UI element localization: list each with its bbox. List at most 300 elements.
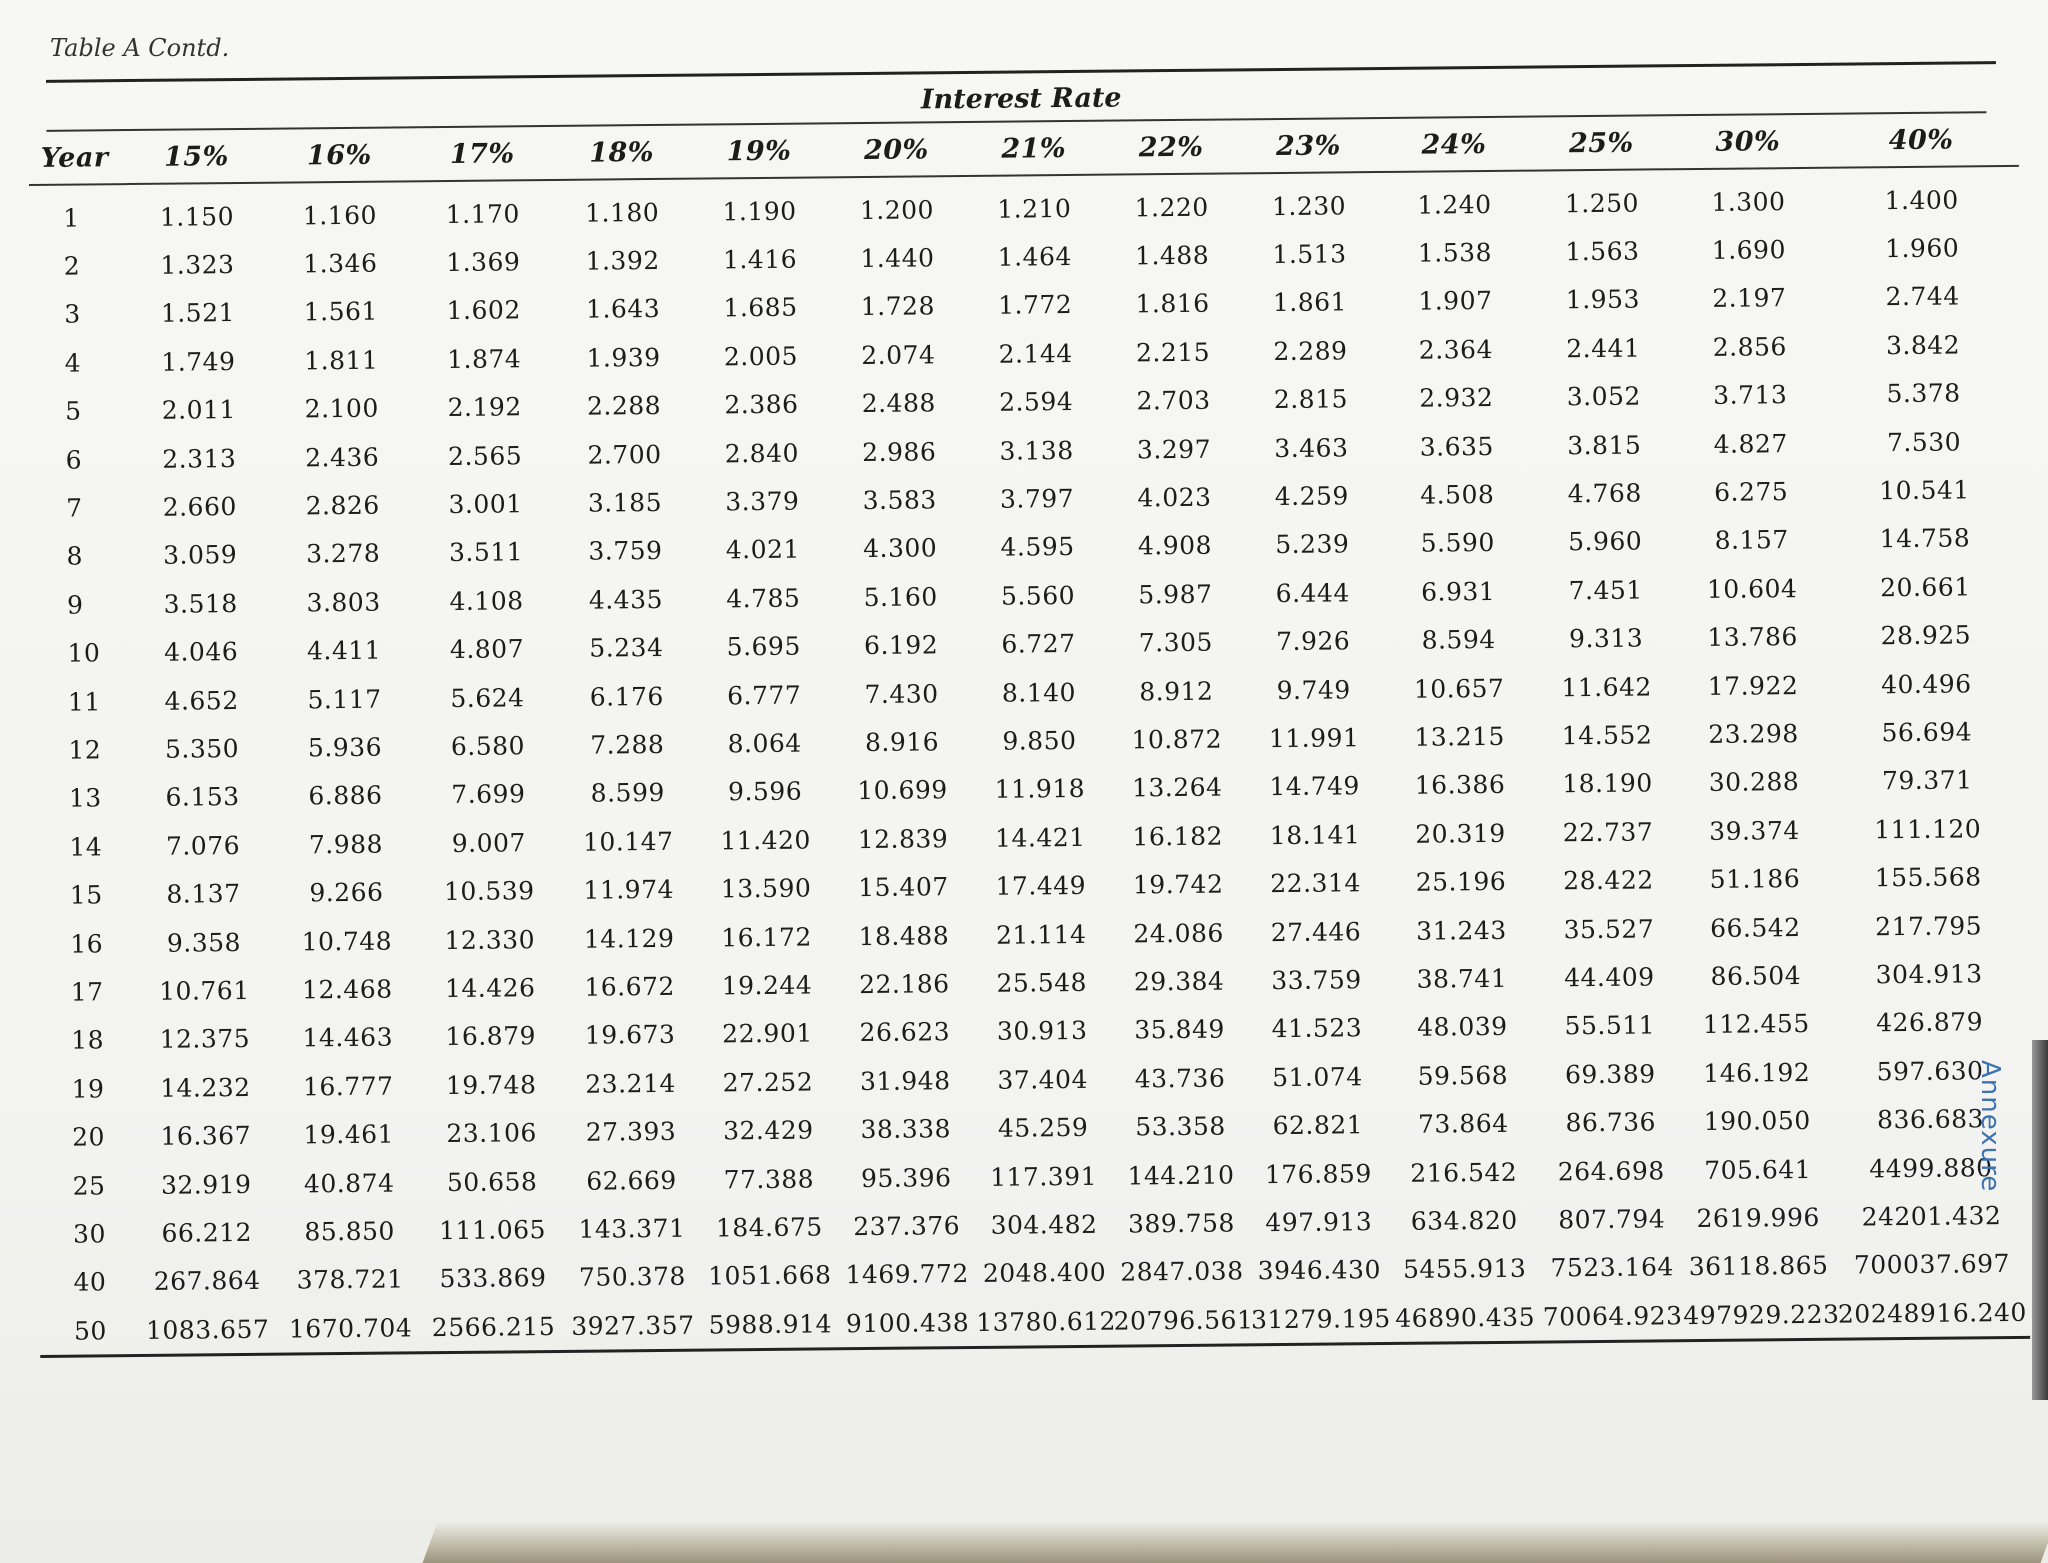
value-cell: 12.839	[857, 823, 949, 854]
value-cell: 86.504	[1710, 960, 1802, 991]
value-cell: 1.369	[446, 247, 521, 278]
value-cell: 22.314	[1270, 868, 1361, 899]
value-cell: 7.076	[165, 830, 241, 861]
value-cell: 40.874	[303, 1168, 395, 1198]
value-cell: 3946.430	[1257, 1255, 1382, 1286]
value-cell: 24201.432	[1861, 1201, 2002, 1232]
value-cell: 53.358	[1135, 1111, 1226, 1142]
value-cell: 26.623	[859, 1017, 951, 1048]
value-cell: 19.461	[303, 1119, 395, 1150]
value-cell: 2.288	[586, 391, 662, 421]
value-cell: 1.160	[302, 200, 378, 231]
value-cell: 497929.223	[1683, 1299, 1840, 1330]
annexure-side-label: Annexure	[1975, 1060, 2005, 1193]
value-cell: 6.192	[863, 630, 939, 661]
value-cell: 2.289	[1273, 336, 1348, 366]
rate-column-header: 24%	[1421, 128, 1487, 161]
value-cell: 2566.215	[431, 1311, 556, 1342]
rate-column-header: 19%	[726, 135, 792, 167]
value-cell: 267.864	[153, 1266, 261, 1297]
value-cell: 51.074	[1272, 1061, 1363, 1092]
value-cell: 6.176	[589, 681, 665, 712]
year-cell: 8	[66, 541, 84, 572]
value-cell: 15.407	[858, 872, 949, 903]
value-cell: 597.630	[1876, 1055, 1984, 1087]
value-cell: 16.879	[445, 1021, 537, 1052]
value-cell: 9100.438	[845, 1307, 970, 1338]
value-cell: 30.913	[996, 1016, 1088, 1047]
value-cell: 4.908	[1137, 531, 1213, 561]
value-cell: 51.186	[1709, 864, 1801, 895]
book-page-edge	[2032, 1040, 2048, 1400]
value-cell: 4499.880	[1869, 1152, 1993, 1183]
value-cell: 1.690	[1711, 235, 1787, 265]
rate-column-header: 15%	[163, 140, 229, 173]
year-column-header: Year	[40, 141, 109, 174]
value-cell: 304.482	[990, 1209, 1098, 1240]
rate-column-header: 25%	[1568, 127, 1634, 159]
value-cell: 4.807	[449, 634, 525, 665]
value-cell: 43.736	[1134, 1063, 1226, 1094]
value-cell: 3.842	[1885, 330, 1961, 361]
value-cell: 20248916.240	[1837, 1297, 2027, 1329]
value-cell: 117.391	[990, 1161, 1098, 1192]
value-cell: 62.821	[1272, 1110, 1364, 1141]
value-cell: 17.922	[1707, 670, 1799, 701]
value-cell: 705.641	[1704, 1154, 1812, 1185]
value-cell: 23.298	[1708, 719, 1799, 749]
rate-column-header: 21%	[1001, 132, 1067, 165]
value-cell: 66.212	[161, 1217, 253, 1248]
year-cell: 13	[68, 783, 102, 814]
value-cell: 20796.561	[1113, 1304, 1254, 1336]
value-cell: 85.850	[304, 1216, 396, 1247]
value-cell: 1.602	[446, 295, 521, 326]
value-cell: 1.170	[445, 198, 520, 229]
value-cell: 9.850	[1002, 725, 1077, 756]
value-cell: 5.350	[164, 733, 240, 764]
value-cell: 4.595	[1000, 532, 1075, 563]
value-cell: 2.074	[861, 340, 936, 370]
value-cell: 16.172	[721, 922, 812, 952]
year-cell: 20	[72, 1122, 106, 1152]
value-cell: 7.430	[864, 678, 939, 709]
value-cell: 12.468	[301, 974, 393, 1005]
value-cell: 1.685	[723, 293, 798, 323]
value-cell: 8.594	[1421, 625, 1496, 655]
value-cell: 112.455	[1702, 1009, 1810, 1040]
value-cell: 216.542	[1410, 1157, 1518, 1188]
value-cell: 14.749	[1269, 771, 1360, 802]
year-cell: 19	[71, 1074, 105, 1104]
value-cell: 3.379	[725, 486, 800, 517]
value-cell: 1.960	[1884, 233, 1960, 264]
value-cell: 1.939	[586, 342, 661, 373]
value-cell: 2847.038	[1120, 1256, 1244, 1287]
value-cell: 1.488	[1134, 240, 1210, 271]
value-cell: 7.451	[1568, 575, 1643, 606]
value-cell: 14.552	[1561, 720, 1653, 751]
value-cell: 2.932	[1419, 383, 1494, 413]
value-cell: 497.913	[1265, 1207, 1373, 1238]
value-cell: 7.288	[590, 729, 665, 760]
value-cell: 19.742	[1132, 869, 1224, 900]
value-cell: 1.250	[1564, 188, 1640, 218]
year-cell: 5	[65, 396, 82, 426]
year-cell: 7	[65, 493, 83, 523]
year-cell: 11	[67, 686, 101, 717]
value-cell: 70064.923	[1542, 1300, 1683, 1332]
year-cell: 6	[65, 445, 83, 475]
value-cell: 2.011	[161, 395, 237, 425]
value-cell: 146.192	[1703, 1057, 1811, 1088]
value-cell: 2.144	[998, 338, 1073, 369]
value-cell: 19.748	[445, 1069, 537, 1100]
interest-rate-heading: Interest Rate	[920, 82, 1122, 116]
value-cell: 3.059	[163, 540, 238, 571]
year-cell: 14	[69, 832, 103, 862]
value-cell: 8.916	[864, 727, 940, 757]
value-cell: 1.907	[1418, 286, 1493, 317]
value-cell: 14.232	[159, 1072, 251, 1103]
value-cell: 2.364	[1418, 334, 1494, 365]
value-cell: 3.185	[587, 487, 663, 518]
value-cell: 2.436	[305, 442, 380, 472]
value-cell: 2.313	[162, 443, 237, 474]
value-cell: 1.180	[585, 197, 660, 228]
value-cell: 3.583	[862, 485, 937, 516]
value-cell: 35.527	[1563, 913, 1655, 944]
value-cell: 14.421	[994, 822, 1086, 853]
value-cell: 1.240	[1417, 189, 1492, 220]
value-cell: 750.378	[578, 1262, 686, 1293]
value-cell: 7.305	[1138, 627, 1214, 658]
value-cell: 19.673	[584, 1020, 676, 1051]
value-cell: 5.987	[1138, 579, 1213, 610]
value-cell: 17.449	[995, 871, 1087, 901]
value-cell: 3927.357	[571, 1310, 695, 1341]
value-cell: 1.392	[585, 246, 660, 276]
value-cell: 73.864	[1417, 1108, 1509, 1139]
value-cell: 10.699	[857, 775, 948, 806]
value-cell: 4.768	[1567, 478, 1642, 509]
value-cell: 10.872	[1131, 724, 1223, 755]
value-cell: 4.108	[449, 586, 524, 616]
value-cell: 39.374	[1709, 815, 1800, 846]
value-cell: 6.886	[308, 781, 383, 811]
value-cell: 16.777	[302, 1071, 394, 1102]
value-cell: 634.820	[1410, 1205, 1518, 1236]
value-cell: 22.901	[722, 1018, 813, 1049]
value-cell: 4.046	[163, 637, 239, 667]
value-cell: 10.604	[1706, 573, 1798, 604]
value-cell: 4.021	[725, 535, 800, 565]
value-cell: 5.378	[1886, 378, 1961, 409]
value-cell: 143.371	[578, 1213, 686, 1244]
value-cell: 6.777	[727, 680, 802, 710]
value-cell: 13.215	[1414, 721, 1505, 752]
value-cell: 10.748	[301, 926, 393, 956]
value-cell: 1.190	[722, 196, 797, 227]
value-cell: 2.100	[304, 393, 379, 424]
value-cell: 46890.435	[1395, 1302, 1536, 1333]
value-cell: 4.435	[588, 584, 664, 615]
value-cell: 2.594	[998, 387, 1074, 417]
value-cell: 1.200	[859, 194, 935, 225]
value-cell: 9.007	[451, 828, 527, 858]
value-cell: 9.358	[166, 927, 242, 958]
value-cell: 14.426	[444, 973, 536, 1003]
value-cell: 4.023	[1137, 482, 1212, 513]
value-cell: 8.137	[166, 879, 241, 909]
value-cell: 12.375	[159, 1024, 251, 1055]
value-cell: 7.926	[1276, 626, 1351, 657]
value-cell: 16.386	[1414, 770, 1506, 801]
value-cell: 5.695	[726, 631, 801, 662]
year-cell: 4	[64, 348, 82, 378]
value-cell: 2.986	[862, 436, 937, 467]
value-cell: 2.744	[1885, 281, 1960, 312]
value-cell: 7523.164	[1550, 1252, 1674, 1283]
value-cell: 2.192	[447, 392, 522, 423]
value-cell: 2.197	[1712, 283, 1787, 314]
value-cell: 2.826	[305, 490, 380, 521]
value-cell: 5.160	[863, 582, 938, 612]
value-cell: 1.749	[161, 346, 236, 377]
value-cell: 35.849	[1134, 1014, 1225, 1045]
value-cell: 13.590	[720, 873, 812, 904]
value-cell: 18.488	[858, 920, 950, 951]
year-cell: 17	[70, 977, 104, 1007]
value-cell: 28.925	[1880, 620, 1972, 651]
value-cell: 22.737	[1562, 817, 1654, 848]
value-cell: 304.913	[1875, 959, 1983, 990]
value-cell: 6.931	[1421, 576, 1496, 607]
value-cell: 18.141	[1269, 820, 1361, 850]
value-cell: 378.721	[296, 1264, 404, 1295]
value-cell: 38.338	[860, 1114, 952, 1145]
value-cell: 1469.772	[845, 1259, 969, 1290]
value-cell: 62.669	[586, 1165, 677, 1196]
value-cell: 3.052	[1566, 381, 1641, 412]
value-cell: 45.259	[997, 1112, 1089, 1143]
value-cell: 32.919	[160, 1169, 252, 1200]
value-cell: 6.444	[1275, 578, 1350, 608]
value-cell: 5.936	[307, 732, 383, 763]
value-cell: 426.879	[1876, 1007, 1984, 1038]
value-cell: 1051.668	[708, 1260, 832, 1291]
year-cell: 1	[63, 203, 80, 233]
value-cell: 237.376	[853, 1210, 961, 1242]
compound-interest-table-wrapper	[28, 61, 2030, 1358]
value-cell: 3.815	[1567, 430, 1642, 460]
value-cell: 5.117	[307, 684, 382, 714]
value-cell: 30.288	[1708, 767, 1800, 798]
value-cell: 1.464	[997, 242, 1072, 272]
value-cell: 2.840	[724, 438, 800, 468]
value-cell: 5.960	[1568, 526, 1643, 557]
year-cell: 12	[68, 735, 102, 765]
value-cell: 111.065	[438, 1214, 547, 1245]
value-cell: 69.389	[1564, 1059, 1656, 1090]
value-cell: 33.759	[1271, 965, 1362, 996]
value-cell: 10.541	[1879, 475, 1970, 506]
value-cell: 1670.704	[288, 1313, 413, 1344]
rate-column-header: 30%	[1715, 125, 1781, 158]
value-cell: 1.521	[160, 298, 236, 329]
value-cell: 4.652	[164, 685, 239, 716]
value-cell: 8.140	[1001, 677, 1077, 708]
value-cell: 1083.657	[145, 1314, 270, 1345]
rate-column-header: 16%	[306, 139, 372, 171]
value-cell: 56.694	[1881, 717, 1973, 748]
value-cell: 1.772	[998, 290, 1073, 321]
value-cell: 27.252	[722, 1067, 814, 1098]
value-cell: 6.727	[1001, 629, 1076, 659]
table-body	[29, 175, 2030, 1355]
value-cell: 3.518	[163, 588, 238, 619]
value-cell: 2048.400	[982, 1257, 1107, 1289]
year-cell: 25	[72, 1170, 106, 1201]
value-cell: 13780.612	[976, 1306, 1117, 1337]
value-cell: 1.323	[160, 250, 235, 280]
value-cell: 9.596	[727, 776, 803, 807]
value-cell: 5.590	[1420, 528, 1495, 559]
value-cell: 807.794	[1558, 1204, 1666, 1235]
value-cell: 1.874	[447, 344, 522, 374]
year-cell: 15	[69, 880, 103, 910]
value-cell: 1.346	[303, 248, 378, 279]
value-cell: 2.565	[447, 440, 523, 471]
value-cell: 79.371	[1881, 765, 1973, 796]
year-cell: 18	[71, 1025, 105, 1055]
rate-column-header: 22%	[1138, 131, 1204, 163]
rate-column-header: 17%	[449, 137, 515, 170]
value-cell: 3.138	[999, 435, 1074, 466]
value-cell: 27.393	[585, 1116, 677, 1147]
value-cell: 3.278	[305, 539, 381, 569]
year-cell: 2	[63, 251, 81, 281]
rate-column-header: 20%	[863, 133, 929, 166]
value-cell: 3.713	[1713, 380, 1788, 411]
value-cell: 5.234	[589, 633, 664, 663]
value-cell: 111.120	[1874, 814, 1982, 845]
value-cell: 10.761	[159, 975, 250, 1006]
value-cell: 8.599	[590, 778, 665, 809]
value-cell: 1.513	[1272, 239, 1347, 270]
value-cell: 3.797	[999, 484, 1075, 514]
value-cell: 28.422	[1563, 865, 1654, 896]
value-cell: 16.672	[584, 971, 676, 1002]
value-cell: 10.539	[443, 876, 535, 907]
value-cell: 155.568	[1874, 862, 1982, 893]
value-cell: 2619.996	[1696, 1202, 1820, 1233]
year-cell: 50	[73, 1315, 107, 1346]
value-cell: 4.411	[306, 635, 382, 666]
value-cell: 3.511	[448, 537, 524, 568]
value-cell: 25.196	[1415, 867, 1507, 897]
value-cell: 2.703	[1136, 385, 1211, 416]
value-cell: 3.297	[1136, 434, 1212, 465]
value-cell: 11.974	[583, 874, 675, 905]
value-cell: 7.530	[1886, 427, 1962, 457]
value-cell: 11.918	[994, 774, 1086, 805]
value-cell: 2.700	[587, 439, 662, 470]
value-cell: 50.658	[446, 1166, 538, 1197]
value-cell: 3.635	[1419, 431, 1494, 462]
value-cell: 1.440	[860, 243, 935, 274]
value-cell: 95.396	[860, 1162, 952, 1193]
year-cell: 3	[64, 299, 81, 330]
year-cell: 30	[72, 1219, 107, 1249]
value-cell: 12.330	[444, 924, 536, 955]
value-cell: 4.259	[1274, 481, 1350, 512]
value-cell: 5.624	[450, 682, 525, 713]
value-cell: 6.153	[165, 782, 240, 813]
value-cell: 40.496	[1880, 668, 1972, 699]
year-cell: 16	[70, 928, 104, 959]
value-cell: 2.856	[1712, 331, 1787, 362]
rate-column-header: 23%	[1275, 129, 1341, 162]
value-cell: 11.420	[720, 825, 811, 856]
value-cell: 4.827	[1713, 428, 1788, 459]
value-cell: 1.538	[1417, 238, 1493, 268]
value-cell: 5.560	[1000, 580, 1076, 611]
year-cell: 40	[73, 1267, 107, 1297]
year-cell: 10	[67, 638, 101, 668]
value-cell: 1.728	[860, 291, 936, 322]
compound-interest-table	[28, 113, 2030, 1355]
value-cell: 24.086	[1133, 918, 1225, 948]
value-cell: 389.758	[1127, 1208, 1236, 1239]
value-cell: 4.785	[726, 583, 801, 614]
value-cell: 5.239	[1275, 529, 1350, 560]
year-cell: 9	[66, 590, 84, 620]
value-cell: 2.005	[723, 341, 799, 372]
value-cell: 23.214	[585, 1068, 676, 1099]
value-cell: 1.150	[159, 201, 235, 232]
value-cell: 2.215	[1135, 337, 1211, 368]
value-cell: 1.561	[303, 297, 379, 327]
value-cell: 2.441	[1566, 333, 1641, 364]
value-cell: 27.446	[1270, 916, 1362, 947]
value-cell: 533.869	[439, 1263, 547, 1294]
bottom-shadow	[423, 1522, 2048, 1563]
rate-column-header: 40%	[1888, 124, 1954, 156]
value-cell: 1.953	[1565, 285, 1641, 315]
value-cell: 1.400	[1884, 185, 1959, 215]
value-cell: 3.759	[588, 536, 663, 567]
value-cell: 4.508	[1420, 479, 1495, 510]
value-cell: 176.859	[1264, 1158, 1372, 1189]
value-cell: 66.542	[1709, 912, 1801, 943]
value-cell: 5455.913	[1402, 1253, 1527, 1285]
value-cell: 836.683	[1876, 1104, 1985, 1135]
value-cell: 18.190	[1562, 768, 1653, 799]
value-cell: 2.815	[1273, 384, 1349, 415]
value-cell: 3.463	[1274, 432, 1349, 463]
value-cell: 6.580	[450, 731, 526, 761]
value-cell: 32.429	[723, 1115, 814, 1146]
value-cell: 4.300	[863, 533, 938, 564]
value-cell: 1.816	[1135, 289, 1210, 319]
value-cell: 3.803	[306, 587, 381, 618]
value-cell: 77.388	[723, 1164, 815, 1194]
value-cell: 29.384	[1133, 966, 1225, 997]
value-cell: 14.463	[302, 1022, 394, 1053]
value-cell: 1.230	[1271, 191, 1347, 221]
value-cell: 9.266	[309, 877, 384, 908]
